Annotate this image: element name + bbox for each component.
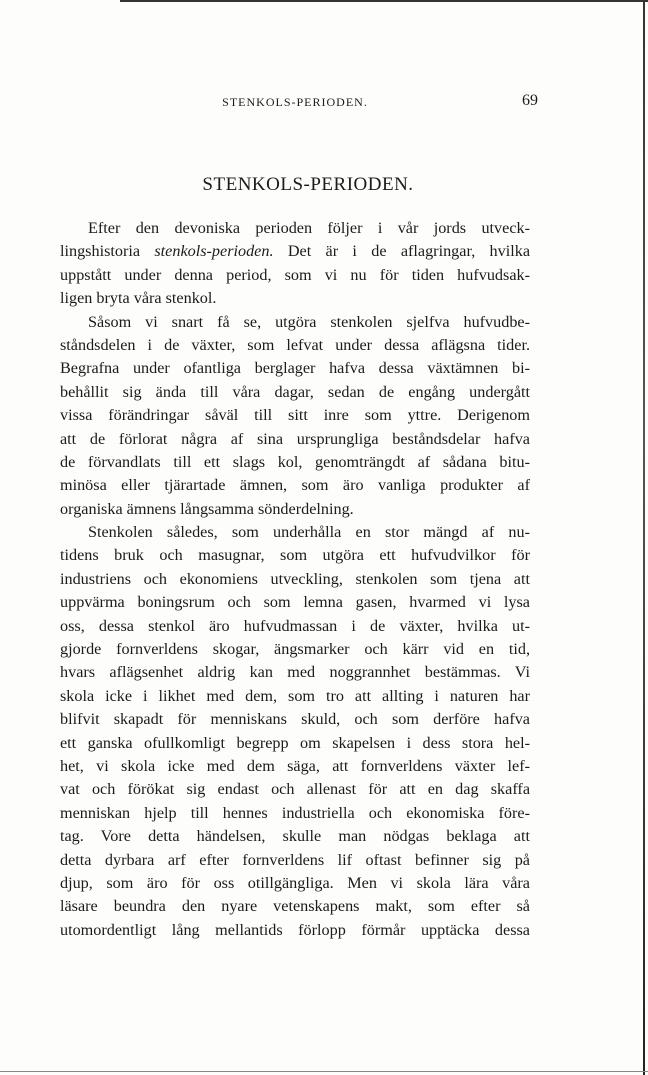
paragraph-1 (60, 217, 530, 311)
page-right-edge (643, 0, 645, 1075)
text-line: menniskan hjelp till hennes industriella och ekonomiska före- (60, 803, 530, 822)
text-line: blifvit skapadt för menniskans skuld, och som derföre hafva (60, 710, 530, 729)
text-line: Begrafna under ofantliga berglager hafva dessa växtämnen bi- (60, 359, 530, 378)
page-number: 69 (522, 92, 538, 109)
text-line: detta dyrbara arf efter fornverldens lif oftast befinner sig på (60, 850, 530, 869)
text-line: gjorde fornverldens skogar, ängsmarker och kärr vid en tid, (60, 640, 530, 659)
text-line: uppvärma boningsrum och som lemna gasen, hvarmed vi lysa (60, 593, 530, 612)
text-line: ligen bryta våra stenkol. (60, 289, 217, 308)
body-text (60, 217, 530, 942)
text-line: ståndsdelen i de växter, som lefvat under dessa aflägsna tider. (60, 335, 530, 354)
paragraph-2 (60, 311, 530, 522)
text-line: behållit sig ända till våra dagar, sedan de engång undergått (60, 382, 530, 401)
text-line: vat och förökat sig endast och allenast för att en dag skaffa (60, 780, 530, 799)
text-line: ett ganska ofullkomligt begrepp om skapelsen i dess stora hel- (60, 733, 530, 752)
text-line: oss, dessa stenkol äro hufvudmassan i de växter, hvilka ut- (60, 616, 530, 635)
text-line: djup, som äro för oss otillgängliga. Men vi skola lära våra (60, 873, 530, 892)
text-line: utomordentligt lång mellantids förlopp förmår upptäcka dessa (60, 920, 530, 939)
text-fragment: lingshistoria (60, 242, 141, 261)
text-line: skola icke i likhet med dem, som tro att allting i naturen har (60, 686, 530, 705)
paragraph-3 (60, 521, 530, 942)
text-line (60, 240, 530, 263)
text-line: hvars aflägsenhet aldrig kan med noggrannhet bestämmas. Vi (60, 663, 530, 682)
text-line: Såsom vi snart få se, utgöra stenkolen sjelfva hufvudbe- (88, 312, 530, 331)
text-line: Stenkolen således, som underhålla en stor mängd af nu- (88, 523, 530, 542)
page-top-edge (120, 0, 648, 2)
text-line: uppstått under denna period, som vi nu för tiden hufvudsak- (60, 265, 530, 284)
text-line: Efter den devoniska perioden följer i vår jords utveck- (88, 219, 530, 237)
chapter-title: STENKOLS-PERIODEN. (202, 174, 414, 195)
text-line: tidens bruk och masugnar, som utgöra ett hufvudvilkor för (60, 546, 530, 565)
text-line: industriens och ekonomiens utveckling, stenkolen som tjena att (60, 569, 530, 588)
text-line: organiska ämnens långsamma sönderdelning. (60, 499, 354, 518)
text-line: läsare beundra den nyare vetenskapens makt, som efter så (60, 897, 530, 916)
running-head (60, 92, 538, 112)
page-bottom-edge (0, 1071, 648, 1072)
text-line: vissa förändringar såväl till sitt inre som yttre. Derigenom (60, 406, 530, 425)
text-line: tag. Vore detta händelsen, skulle man nödgas beklaga att (60, 827, 530, 846)
text-line: att de förlorat några af sina ursprungliga beståndsdelar hafva (60, 429, 530, 448)
running-title: STENKOLS-PERIODEN. (222, 95, 368, 109)
text-line: minösa eller tjärartade ämnen, som äro vanliga produkter af (60, 476, 530, 495)
emphasized-term: stenkols-perioden. (154, 242, 274, 261)
text-line: het, vi skola icke med dem säga, att fornverldens växter lef- (60, 756, 530, 775)
text-fragment: Det är i de aflagringar, hvilka (287, 242, 530, 261)
text-line: de förvandlats till ett slags kol, genomträngdt af sådana bitu- (60, 452, 530, 471)
